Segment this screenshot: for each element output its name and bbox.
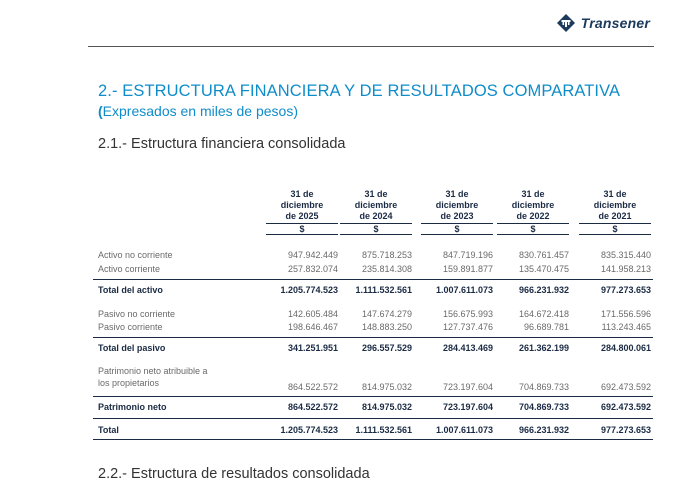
- table-cell-total: 1.205.774.523: [280, 425, 338, 435]
- table-cell: 148.883.250: [361, 322, 412, 332]
- column-header-2023: [421, 189, 493, 235]
- table-cell: 147.674.279: [361, 309, 412, 319]
- table-cell-total: 284.413.469: [442, 343, 493, 353]
- column-header-line: 31 de: [445, 189, 469, 199]
- table-cell: 198.646.467: [287, 322, 338, 332]
- column-header-2021: [579, 189, 651, 235]
- currency-label: $: [579, 223, 651, 235]
- row-label-total-del-activo: Total del activo: [98, 285, 163, 295]
- table-cell: 135.470.475: [518, 264, 569, 274]
- column-header-line: diciembre: [593, 200, 637, 210]
- table-divider: [93, 418, 653, 419]
- column-header-line: 31 de: [290, 189, 314, 199]
- table-cell: 257.832.074: [287, 264, 338, 274]
- column-header-line: diciembre: [511, 200, 555, 210]
- table-cell: 875.718.253: [361, 250, 412, 260]
- table-cell: 864.522.572: [287, 382, 338, 392]
- row-label-total: Total: [98, 425, 119, 435]
- table-cell: 96.689.781: [523, 322, 569, 332]
- row-label-total-del-pasivo: Total del pasivo: [98, 343, 166, 353]
- table-cell: 141.958.213: [600, 264, 651, 274]
- subtitle-text: Expresados en miles de pesos): [102, 103, 298, 119]
- transener-logo-icon: [556, 13, 576, 33]
- row-label-activo-no-corriente: Activo no corriente: [98, 250, 173, 260]
- column-header-2024: [340, 189, 412, 235]
- table-cell-total: 966.231.932: [518, 425, 569, 435]
- table-cell: 127.737.476: [442, 322, 493, 332]
- currency-label: $: [266, 223, 338, 235]
- table-divider: [93, 279, 653, 280]
- header-divider: [88, 46, 654, 47]
- column-header-line: de 2023: [440, 211, 474, 221]
- row-label-patrimonio-atribuible-line2: los propietarios: [98, 378, 160, 388]
- table-cell: 830.761.457: [518, 250, 569, 260]
- table-cell-total: 977.273.653: [600, 285, 651, 295]
- column-header-line: de 2022: [516, 211, 550, 221]
- column-header-line: 31 de: [364, 189, 388, 199]
- section-heading-financial-structure: 2.1.- Estructura financiera consolidada: [98, 136, 346, 152]
- column-header-line: 31 de: [521, 189, 545, 199]
- table-cell: 847.719.196: [442, 250, 493, 260]
- currency-label: $: [421, 223, 493, 235]
- column-header-line: diciembre: [280, 200, 324, 210]
- row-label-patrimonio-atribuible-line1: Patrimonio neto atribuible a: [98, 366, 208, 376]
- page-title: 2.- ESTRUCTURA FINANCIERA Y DE RESULTADOS COMPARATIVA: [98, 82, 621, 100]
- row-label-activo-corriente: Activo corriente: [98, 264, 161, 274]
- table-cell-total: 814.975.032: [361, 402, 412, 412]
- page-subtitle: [98, 103, 298, 119]
- table-divider: [93, 396, 653, 397]
- table-cell-total: 977.273.653: [600, 425, 651, 435]
- row-label-pasivo-corriente: Pasivo corriente: [98, 322, 163, 332]
- table-cell-total: 261.362.199: [518, 343, 569, 353]
- table-cell-total: 1.205.774.523: [280, 285, 338, 295]
- table-cell: 947.942.449: [287, 250, 338, 260]
- brand-name: Transener: [580, 15, 650, 31]
- column-header-line: 31 de: [603, 189, 627, 199]
- table-cell: 142.605.484: [287, 309, 338, 319]
- table-cell: 159.891.877: [442, 264, 493, 274]
- brand-logo: [556, 12, 650, 34]
- row-label-pasivo-no-corriente: Pasivo no corriente: [98, 309, 176, 319]
- table-cell-total: 864.522.572: [287, 402, 338, 412]
- column-header-2022: [497, 189, 569, 235]
- table-cell: 835.315.440: [600, 250, 651, 260]
- table-cell-total: 284.800.061: [600, 343, 651, 353]
- table-cell: 156.675.993: [442, 309, 493, 319]
- table-cell-total: 1.007.611.073: [435, 285, 493, 295]
- column-header-line: diciembre: [435, 200, 479, 210]
- table-cell-total: 296.557.529: [361, 343, 412, 353]
- table-cell-total: 692.473.592: [600, 402, 651, 412]
- subtitle-paren: (: [98, 103, 103, 119]
- table-cell: 704.869.733: [518, 382, 569, 392]
- table-cell: 171.556.596: [600, 309, 651, 319]
- column-header-2025: [266, 189, 338, 235]
- table-cell: 814.975.032: [361, 382, 412, 392]
- table-cell: 723.197.604: [442, 382, 493, 392]
- table-cell: 164.672.418: [518, 309, 569, 319]
- table-cell-total: 704.869.733: [518, 402, 569, 412]
- column-header-line: de 2024: [359, 211, 393, 221]
- table-cell-total: 723.197.604: [442, 402, 493, 412]
- row-label-patrimonio-neto: Patrimonio neto: [98, 402, 167, 412]
- section-heading-results-structure: 2.2.- Estructura de resultados consolidada: [98, 466, 370, 482]
- table-cell-total: 966.231.932: [518, 285, 569, 295]
- table-cell: 235.814.308: [361, 264, 412, 274]
- table-divider: [93, 337, 653, 338]
- column-header-line: de 2025: [285, 211, 319, 221]
- currency-label: $: [497, 223, 569, 235]
- table-cell-total: 1.111.532.561: [355, 425, 412, 435]
- table-cell-total: 1.111.532.561: [355, 285, 412, 295]
- table-divider: [93, 439, 653, 440]
- column-header-line: de 2021: [598, 211, 632, 221]
- column-header-line: diciembre: [354, 200, 398, 210]
- table-cell-total: 341.251.951: [287, 343, 338, 353]
- table-cell: 692.473.592: [600, 382, 651, 392]
- currency-label: $: [340, 223, 412, 235]
- table-cell: 113.243.465: [601, 322, 651, 332]
- table-cell-total: 1.007.611.073: [435, 425, 493, 435]
